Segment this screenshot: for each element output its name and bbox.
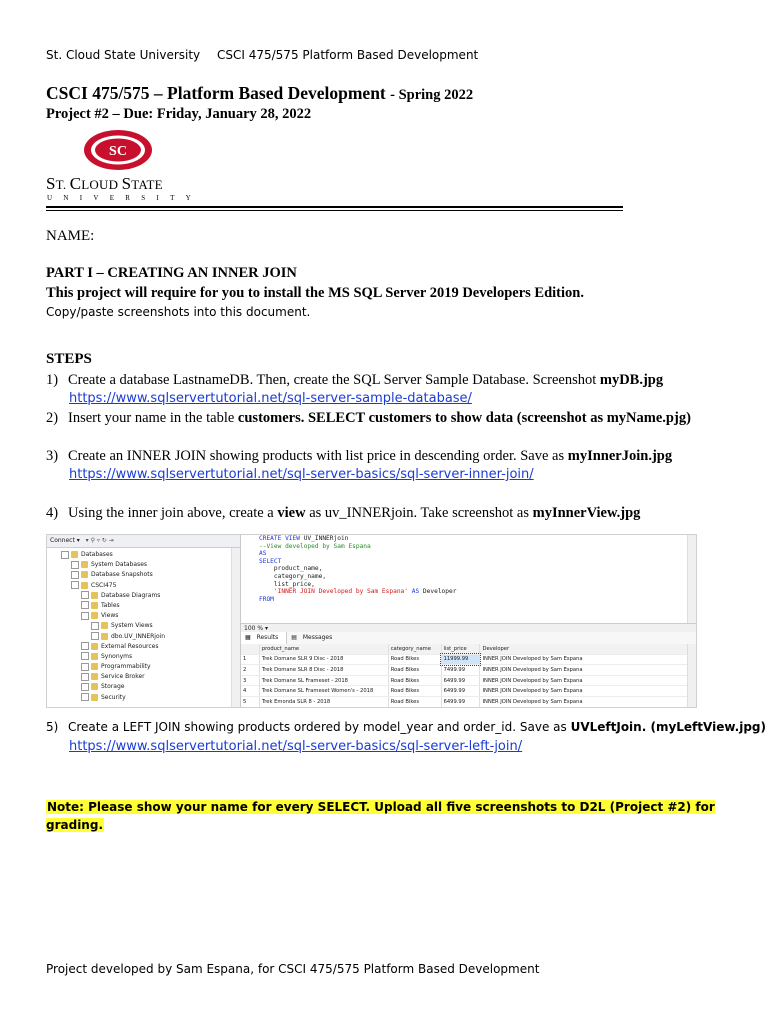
expand-toggle-icon[interactable] (71, 561, 79, 569)
logo-monogram: SC (109, 144, 127, 159)
folder-icon (91, 643, 98, 650)
tree-scrollbar[interactable] (231, 548, 240, 707)
header-divider (46, 206, 623, 208)
tree-node-label: CSCI475 (91, 581, 117, 589)
step-3-link[interactable]: https://www.sqlservertutorial.net/sql-server-basics/sql-server-inner-join/ (69, 467, 534, 482)
editor-scrollbar[interactable] (687, 535, 696, 623)
grid-cell[interactable]: INNER JOIN Developed by Sam Espana (480, 654, 696, 665)
tree-node-label: Views (101, 612, 119, 620)
expand-toggle-icon[interactable] (81, 683, 89, 691)
grid-cell[interactable]: Road Bikes (388, 654, 441, 665)
tree-node[interactable] (47, 642, 240, 652)
project-due: Project #2 – Due: Friday, January 28, 2022 (46, 106, 312, 122)
step-1: 1) Create a database LastnameDB. Then, create the SQL Server Sample Database. Screenshot myDB.jpg (46, 372, 664, 388)
tree-node[interactable] (47, 621, 240, 631)
note-highlight: Note: Please show your name for every SELECT. Upload all five screenshots to D2L (Project #2) for grading. (46, 800, 715, 832)
object-explorer (47, 535, 241, 707)
folder-icon (81, 582, 88, 589)
results-grid (241, 644, 696, 707)
expand-toggle-icon[interactable] (81, 612, 89, 620)
expand-toggle-icon[interactable] (81, 693, 89, 701)
step-2: 2) Insert your name in the table customers. SELECT customers to show data (screenshot as myName.pjg) (46, 410, 691, 426)
tree-node[interactable] (47, 611, 240, 621)
header-university: St. Cloud State University (46, 48, 201, 62)
grid-column-header[interactable]: Developer (480, 644, 696, 654)
grid-cell[interactable]: Trek Domane SL Frameset Women's - 2018 (259, 686, 388, 697)
document-title (46, 83, 473, 104)
tree-node-label: Service Broker (101, 673, 145, 681)
grid-cell[interactable]: Road Bikes (388, 675, 441, 686)
grid-cell[interactable]: 7499.99 (441, 665, 480, 676)
step-4: 4) Using the inner join above, create a view as uv_INNERjoin. Take screenshot as myInnerView.jpg (46, 505, 641, 521)
grid-cell[interactable]: INNER JOIN Developed by Sam Espana (480, 665, 696, 676)
grid-scrollbar[interactable] (687, 644, 696, 707)
folder-icon (91, 683, 98, 690)
grid-cell[interactable]: INNER JOIN Developed by Sam Espana (480, 675, 696, 686)
steps-heading: STEPS (46, 351, 92, 367)
grid-cell[interactable]: Road Bikes (388, 696, 441, 707)
grid-cell[interactable]: Road Bikes (388, 665, 441, 676)
tree-node-label: Databases (81, 551, 113, 558)
grid-cell[interactable]: INNER JOIN Developed by Sam Espana (480, 686, 696, 697)
step-3: 3) Create an INNER JOIN showing products with list price in descending order. Save as myInnerJoin.jpg (46, 448, 673, 464)
ssms-screenshot (46, 534, 697, 708)
part1-heading: PART I – CREATING AN INNER JOIN (46, 265, 297, 281)
expand-toggle-icon[interactable] (81, 663, 89, 671)
table-row[interactable] (241, 696, 696, 707)
grid-column-header[interactable]: category_name (388, 644, 441, 654)
table-row[interactable] (241, 675, 696, 686)
grid-cell[interactable]: Trek Emonda SLR 8 - 2018 (259, 696, 388, 707)
folder-icon (91, 673, 98, 680)
note (46, 798, 768, 834)
expand-toggle-icon[interactable] (81, 642, 89, 650)
filter-icon[interactable]: ▾ ⚲ ▿ ↻ ⇥ (85, 537, 114, 544)
name-label: NAME: (46, 228, 95, 244)
tree-node[interactable] (47, 581, 240, 591)
object-tree (47, 550, 240, 703)
row-number[interactable]: 4 (241, 686, 259, 697)
tree-node-label: dbo.UV_INNERjoin (111, 632, 166, 640)
connect-button[interactable]: Connect ▾ (50, 537, 80, 544)
page-footer: Project developed by Sam Espana, for CSCI 475/575 Platform Based Development (46, 962, 540, 976)
folder-icon (71, 551, 78, 558)
tree-node[interactable] (47, 550, 240, 560)
tree-node[interactable] (47, 570, 240, 580)
tree-node[interactable] (47, 591, 240, 601)
folder-icon (81, 571, 88, 578)
folder-icon (91, 653, 98, 660)
tree-node[interactable] (47, 632, 240, 642)
expand-toggle-icon[interactable] (71, 581, 79, 589)
folder-icon (91, 663, 98, 670)
tree-node-label: Tables (101, 601, 120, 609)
expand-toggle-icon[interactable] (91, 632, 99, 640)
tree-node[interactable] (47, 662, 240, 672)
results-table (241, 644, 696, 708)
part1-instruction: Copy/paste screenshots into this document. (46, 305, 311, 319)
expand-toggle-icon[interactable] (71, 571, 79, 579)
grid-cell[interactable]: Trek Domane SLR 9 Disc - 2018 (259, 654, 388, 665)
grid-cell[interactable]: 6499.99 (441, 686, 480, 697)
tree-node[interactable] (47, 672, 240, 682)
folder-icon (91, 602, 98, 609)
grid-column-header[interactable]: product_name (259, 644, 388, 654)
row-number[interactable]: 2 (241, 665, 259, 676)
part1-requirement: This project will require for you to install the MS SQL Server 2019 Developers Edition. (46, 285, 584, 301)
folder-icon (91, 694, 98, 701)
logo-subline: UNIVERSITY (47, 194, 202, 202)
expand-toggle-icon[interactable] (61, 551, 69, 559)
expand-toggle-icon[interactable] (81, 601, 89, 609)
expand-toggle-icon[interactable] (81, 591, 89, 599)
title-main: CSCI 475/575 – Platform Based Development (46, 83, 386, 103)
folder-icon (101, 633, 108, 640)
grid-cell[interactable]: 6499.99 (441, 696, 480, 707)
object-explorer-toolbar (47, 535, 240, 548)
grid-cell[interactable]: INNER JOIN Developed by Sam Espana (480, 696, 696, 707)
grid-cell[interactable]: Road Bikes (388, 686, 441, 697)
grid-corner (241, 644, 259, 654)
tree-node-label: System Databases (91, 561, 148, 569)
tree-node[interactable] (47, 693, 240, 703)
grid-cell[interactable]: 11999.99 (441, 654, 480, 665)
zoom-selector[interactable]: 100 % ▾ (241, 623, 696, 632)
tree-node[interactable] (47, 682, 240, 692)
folder-icon (81, 561, 88, 568)
tree-node-label: Security (101, 693, 126, 701)
logo-wordmark: ST. CLOUD STATE (46, 174, 163, 193)
tree-node-label: Storage (101, 683, 125, 691)
grid-cell[interactable]: Trek Domane SLR 8 Disc - 2018 (259, 665, 388, 676)
expand-toggle-icon[interactable] (81, 673, 89, 681)
row-number[interactable]: 5 (241, 696, 259, 707)
query-editor[interactable]: CREATE VIEW UV_INNERjoin --View developed by Sam Espana AS SELECT product_name, category_name, list_price, 'INNER JOIN Developed by Sam Espana' AS Developer FROM (241, 535, 696, 623)
tree-node-label: Programmability (101, 663, 151, 671)
university-logo-icon (82, 128, 154, 172)
row-number[interactable]: 3 (241, 675, 259, 686)
tree-node-label: Database Diagrams (101, 591, 161, 599)
expand-toggle-icon[interactable] (81, 652, 89, 660)
header-course: CSCI 475/575 Platform Based Development (217, 48, 479, 62)
grid-cell[interactable]: Trek Domane SL Frameset - 2018 (259, 675, 388, 686)
header-divider-thin (46, 210, 623, 211)
tree-node[interactable] (47, 652, 240, 662)
grid-header-row (241, 644, 696, 654)
grid-cell[interactable]: 6499.99 (441, 675, 480, 686)
expand-toggle-icon[interactable] (91, 622, 99, 630)
tree-node[interactable] (47, 560, 240, 570)
folder-icon (91, 612, 98, 619)
tree-node-label: Database Snapshots (91, 571, 153, 579)
step-5: 5) Create a LEFT JOIN showing products ordered by model_year and order_id. Save as UVLeftJoin. (myLeftView.jpg) (46, 720, 766, 734)
tree-node-label: System Views (111, 622, 153, 630)
row-number[interactable]: 1 (241, 654, 259, 665)
tree-node-label: Synonyms (101, 652, 133, 660)
step-1-link[interactable]: https://www.sqlservertutorial.net/sql-server-sample-database/ (69, 391, 472, 406)
table-row[interactable] (241, 665, 696, 676)
step-5-link[interactable]: https://www.sqlservertutorial.net/sql-server-basics/sql-server-left-join/ (69, 739, 523, 754)
folder-icon (91, 592, 98, 599)
tab-messages[interactable]: ▤ Messages (291, 634, 333, 641)
table-row[interactable] (241, 686, 696, 697)
table-row[interactable] (241, 654, 696, 665)
tree-node[interactable] (47, 601, 240, 611)
folder-icon (101, 622, 108, 629)
tree-node-label: External Resources (101, 642, 159, 650)
title-term: - Spring 2022 (390, 87, 474, 103)
grid-column-header[interactable]: list_price (441, 644, 480, 654)
tab-results[interactable]: ▦ Results (241, 632, 287, 644)
